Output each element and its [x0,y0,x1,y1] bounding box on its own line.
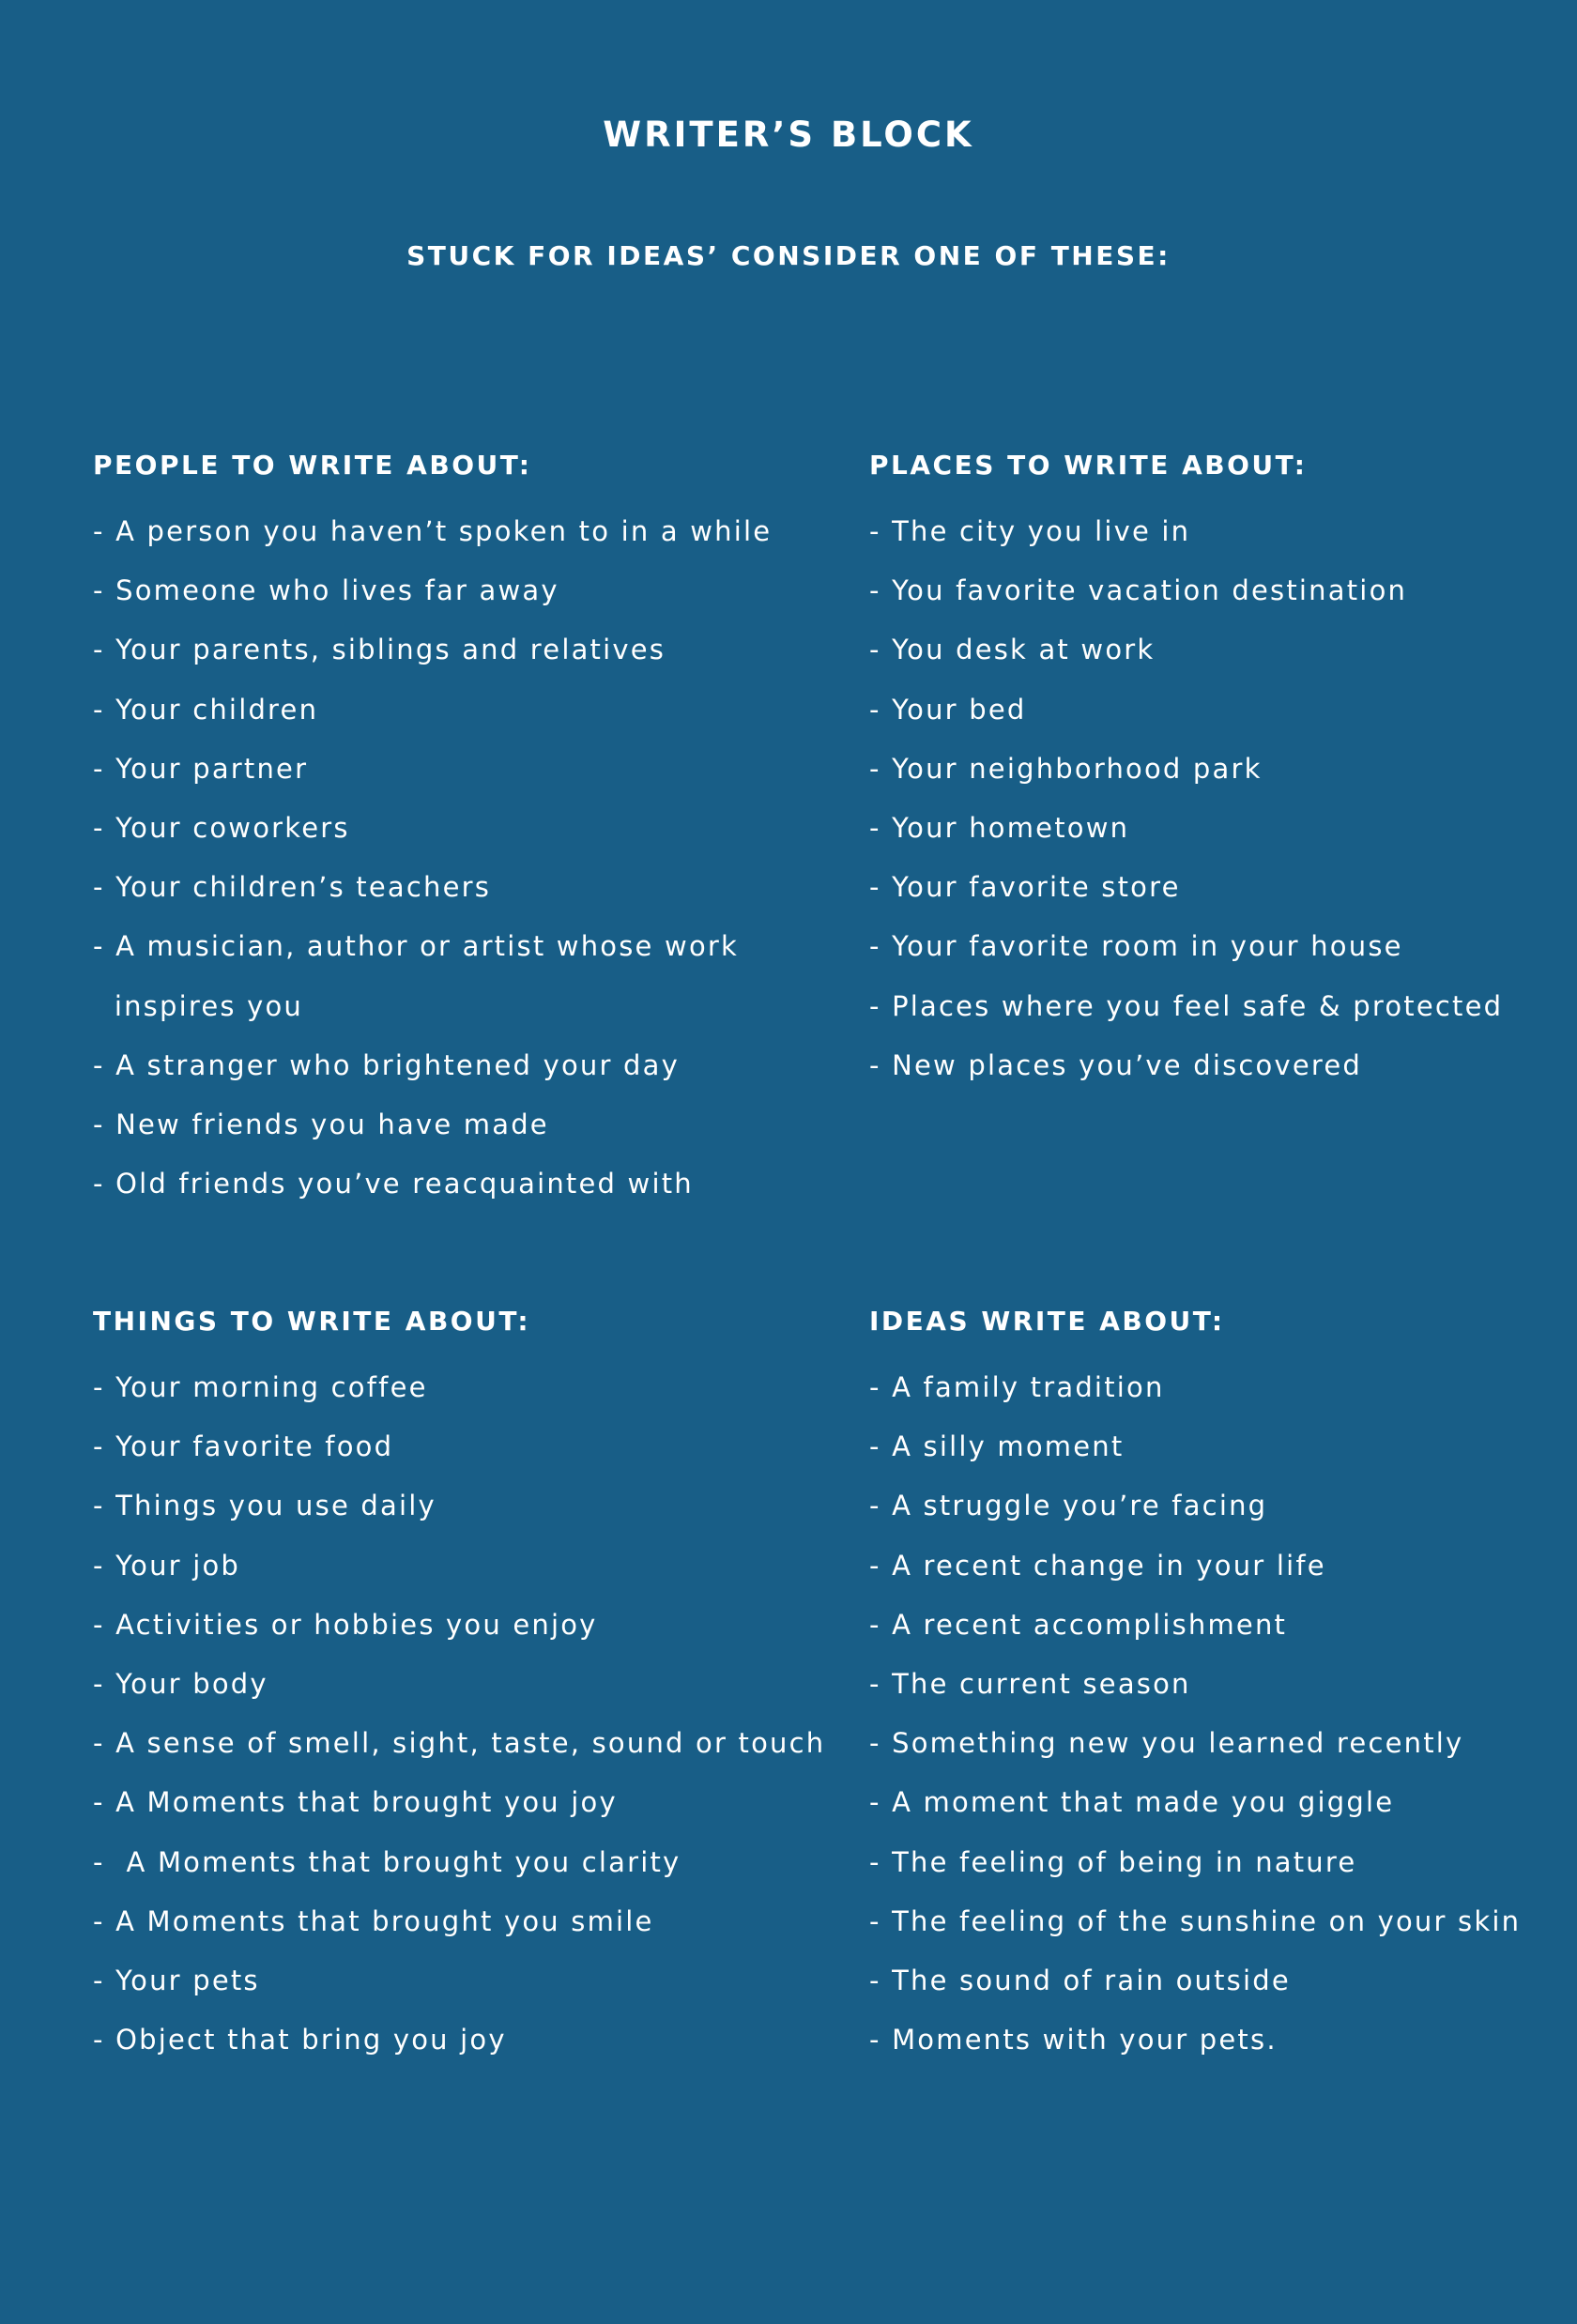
list-item: - The feeling of being in nature [869,1845,1357,1878]
list-item: - Your favorite food [93,1430,394,1463]
list-item: - A Moments that brought you smile [93,1904,654,1937]
list-item: - Your hometown [869,812,1130,845]
list-item: - Moments with your pets. [869,2024,1278,2056]
places-list [869,502,1564,1095]
places-section [869,450,1564,1095]
things-section [93,1306,844,2070]
ideas-list [869,1358,1564,2070]
list-item: inspires you [93,989,303,1022]
list-item: - A Moments that brought you clarity [93,1845,681,1878]
list-item: - Places where you feel safe & protected [869,989,1504,1022]
list-item: - Your pets [93,1965,260,1997]
list-item: - Your children’s teachers [93,871,492,904]
list-item: - New friends you have made [93,1108,549,1141]
list-item: - A sense of smell, sight, taste, sound or touch [93,1727,826,1760]
list-item: - Your neighborhood park [869,752,1263,785]
things-heading: THINGS TO WRITE ABOUT: [93,1306,531,1337]
list-item: - A musician, author or artist whose work [93,930,739,963]
list-item: - A family tradition [869,1371,1165,1403]
list-item: - Your partner [93,752,309,785]
page-subtitle: STUCK FOR IDEAS’ CONSIDER ONE OF THESE: [406,240,1171,271]
ideas-heading: IDEAS WRITE ABOUT: [869,1306,1225,1337]
ideas-section [869,1306,1564,2070]
list-item: - Your parents, siblings and relatives [93,634,666,666]
list-item: - A recent change in your life [869,1549,1326,1582]
list-item: - The sound of rain outside [869,1965,1291,1997]
list-item: - Activities or hobbies you enjoy [93,1608,598,1641]
list-item: - A struggle you’re facing [869,1490,1268,1522]
list-item: - A person you haven’t spoken to in a while [93,515,773,547]
people-list [93,502,844,1214]
list-item: - Someone who lives far away [93,574,559,607]
list-item: - The city you live in [869,515,1191,547]
page-title: WRITER’S BLOCK [603,115,974,155]
list-item: - Your job [93,1549,241,1582]
list-item: - A silly moment [869,1430,1125,1463]
list-item: - A stranger who brightened your day [93,1048,680,1081]
list-item: - Your favorite store [869,871,1181,904]
list-item: - Your morning coffee [93,1371,428,1403]
list-item: - A Moments that brought you joy [93,1786,618,1819]
list-item: - Something new you learned recently [869,1727,1464,1760]
list-item: - Things you use daily [93,1490,436,1522]
list-item: - Object that bring you joy [93,2024,507,2056]
list-item: - The feeling of the sunshine on your skin [869,1904,1522,1937]
list-item: - Your bed [869,693,1027,726]
list-item: - A recent accomplishment [869,1608,1288,1641]
list-item: - Your favorite room in your house [869,930,1403,963]
people-heading: PEOPLE TO WRITE ABOUT: [93,450,532,481]
list-item: - Your body [93,1668,268,1701]
list-item: - You desk at work [869,634,1156,666]
list-item: - New places you’ve discovered [869,1048,1363,1081]
things-list [93,1358,844,2070]
list-item: - You favorite vacation destination [869,574,1408,607]
list-item: - The current season [869,1668,1191,1701]
list-item: - Your children [93,693,319,726]
list-item: - A moment that made you giggle [869,1786,1395,1819]
list-item: - Old friends you’ve reacquainted with [93,1168,694,1200]
places-heading: PLACES TO WRITE ABOUT: [869,450,1308,481]
list-item: - Your coworkers [93,812,350,845]
people-section [93,450,844,1214]
